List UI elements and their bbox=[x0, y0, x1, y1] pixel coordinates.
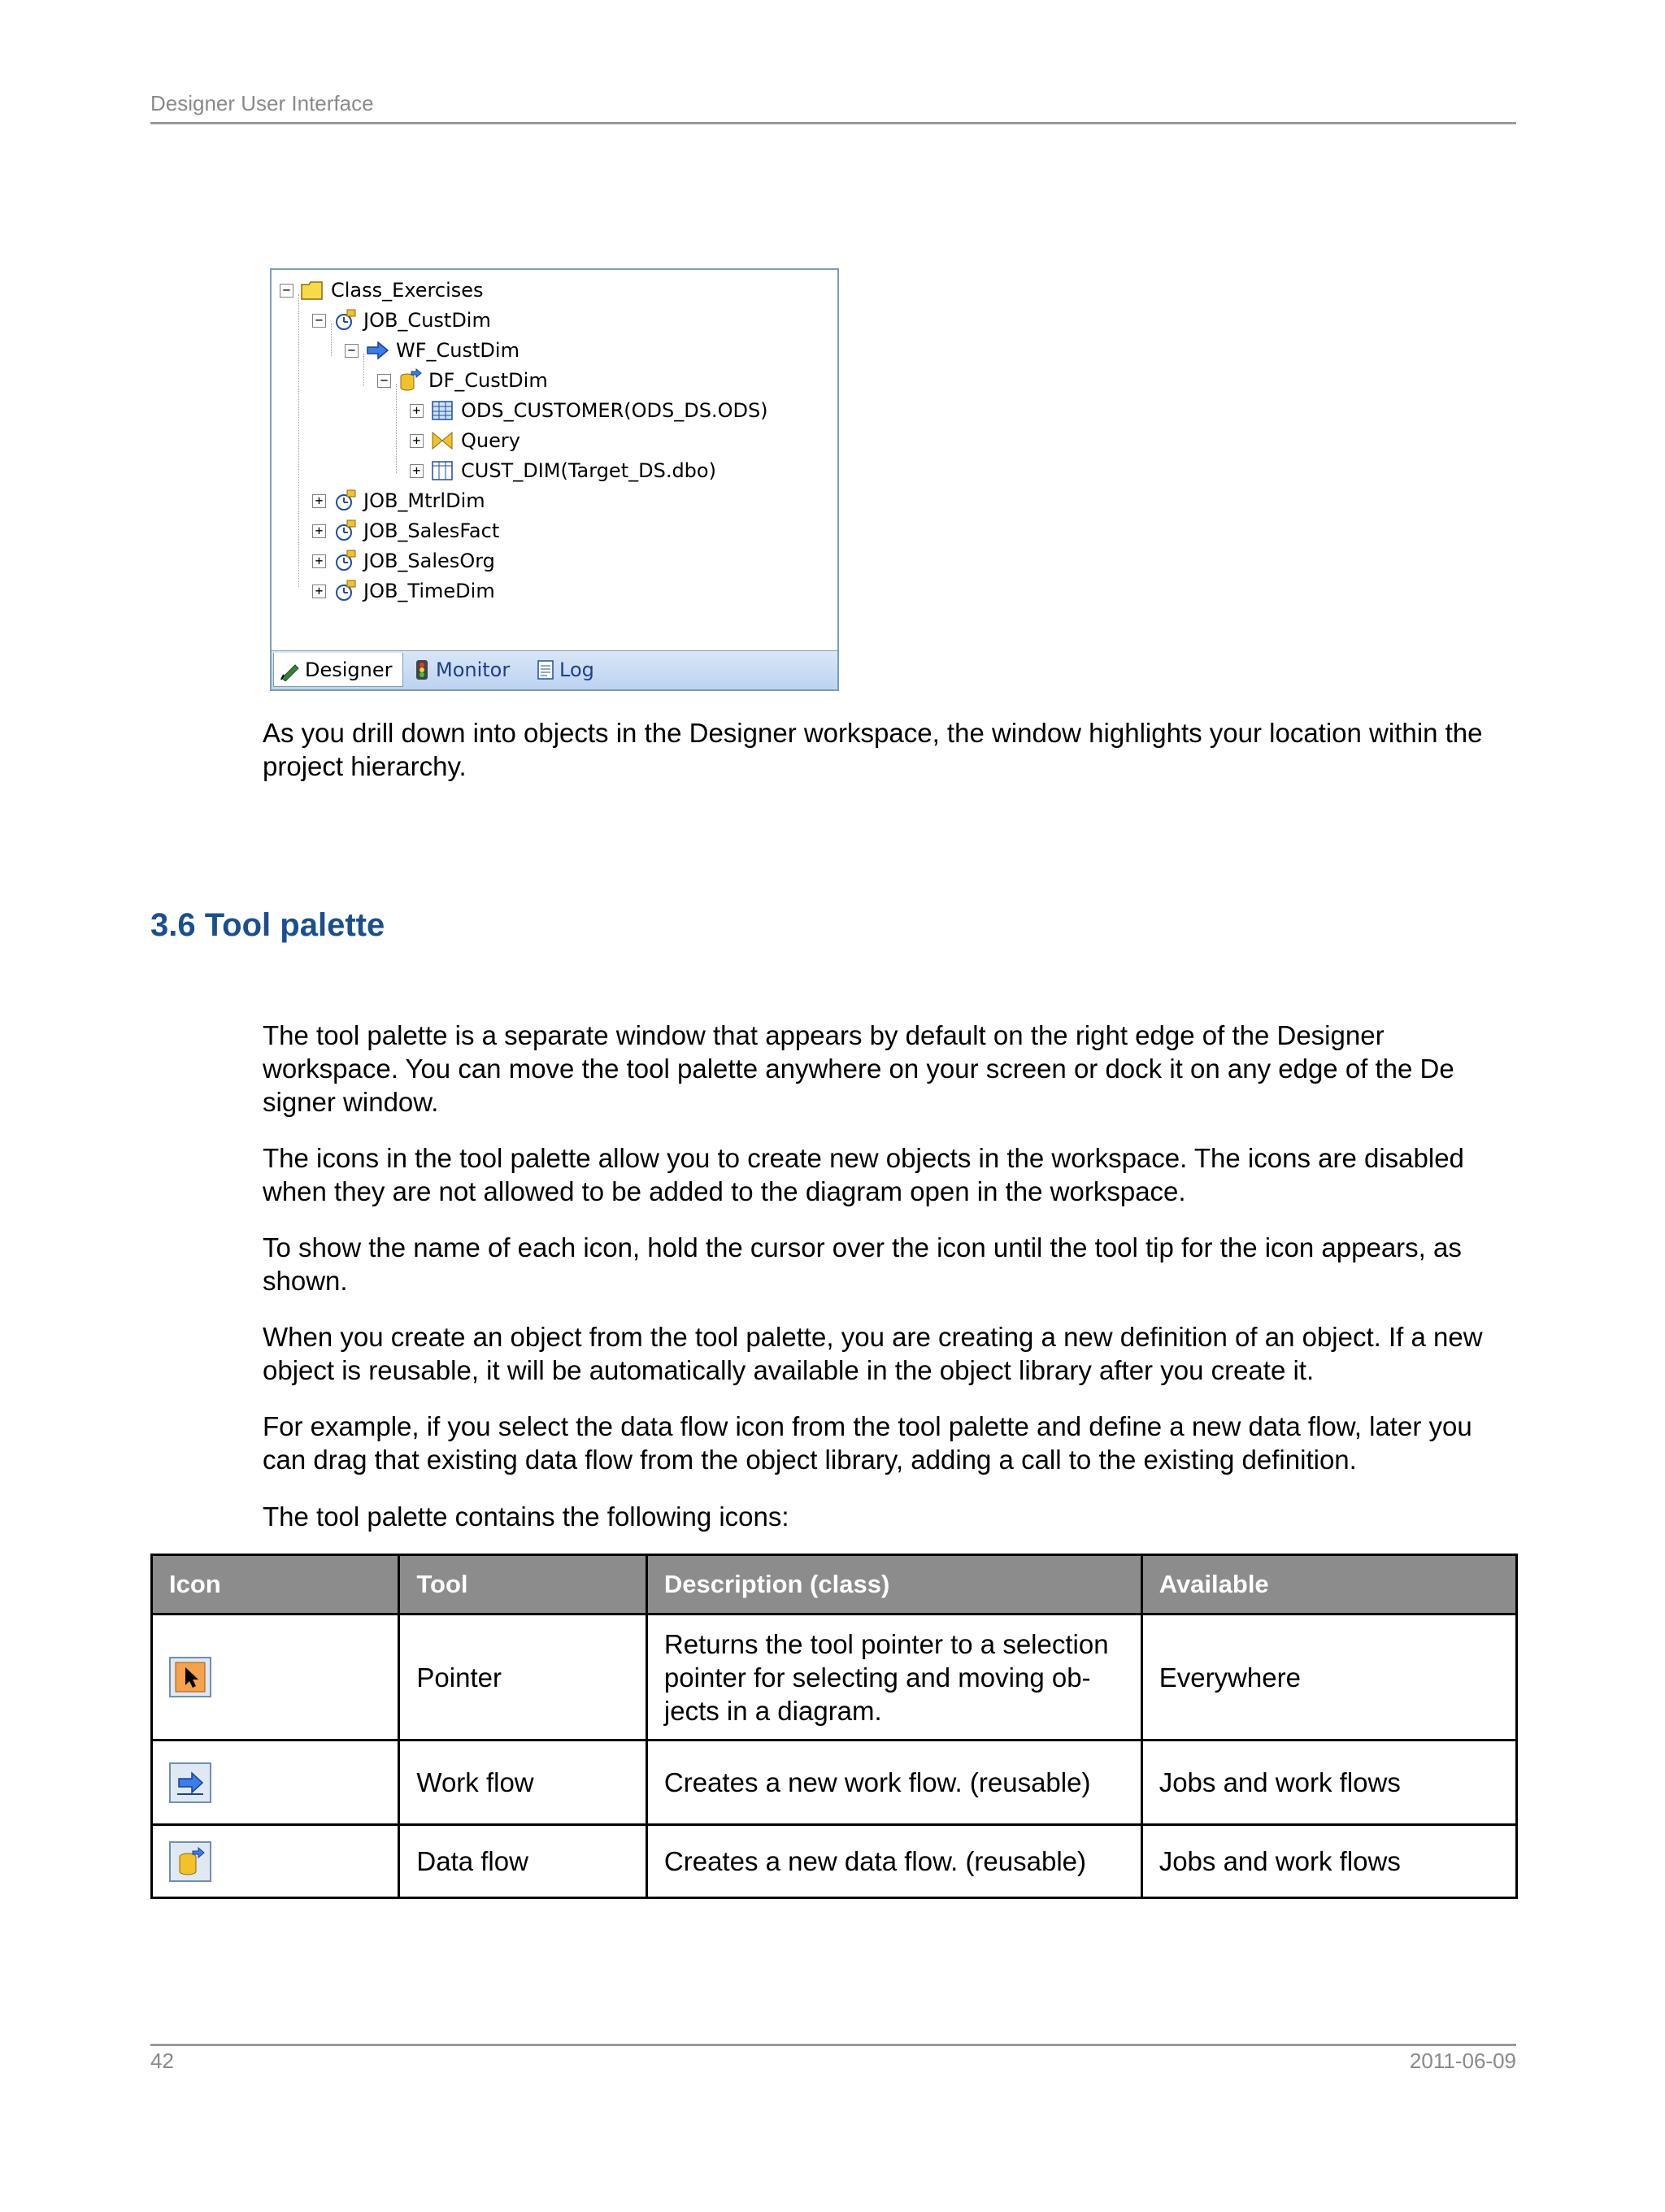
expand-toggle[interactable]: + bbox=[312, 554, 326, 568]
tree-item-label: JOB_SalesFact bbox=[363, 519, 500, 542]
dataflow-icon bbox=[169, 1841, 211, 1882]
target-table-icon bbox=[430, 458, 454, 483]
tree-item-label: JOB_TimeDim bbox=[363, 580, 495, 602]
tree-item-class-exercises[interactable] bbox=[280, 276, 484, 304]
available-cell: Everywhere bbox=[1141, 1614, 1516, 1740]
description-cell: Returns the tool pointer to a selection pointer for selecting and moving ob- jects in a diagram. bbox=[646, 1614, 1141, 1740]
dataflow-icon bbox=[398, 368, 422, 393]
tree-item-label: JOB_CustDim bbox=[363, 309, 491, 332]
table-row bbox=[152, 1825, 1517, 1898]
paragraph: The icons in the tool palette allow you to create new objects in the workspace. The icons are disabled when they are not allowed to be added to the diagram open in the workspace. bbox=[263, 1143, 1464, 1206]
tree-item-label: DF_CustDim bbox=[428, 369, 548, 392]
icon-cell bbox=[152, 1825, 399, 1898]
expand-toggle[interactable]: + bbox=[312, 524, 326, 538]
expand-toggle[interactable]: + bbox=[312, 585, 326, 598]
tool-cell: Data flow bbox=[399, 1825, 647, 1898]
project-tree-screenshot bbox=[270, 268, 839, 691]
collapse-toggle[interactable]: − bbox=[377, 374, 391, 388]
paragraph: For example, if you select the data flow icon from the tool palette and define a new data flow, later you can drag that existing data flow from the object library, adding a call to the existing definition. bbox=[263, 1411, 1472, 1475]
job-icon bbox=[333, 579, 357, 603]
tab-label: Designer bbox=[305, 658, 393, 681]
column-header-available: Available bbox=[1141, 1555, 1516, 1614]
job-icon bbox=[333, 519, 357, 543]
table-row bbox=[152, 1614, 1517, 1740]
expand-toggle[interactable]: + bbox=[312, 494, 326, 508]
tree-item-label: ODS_CUSTOMER(ODS_DS.ODS) bbox=[461, 399, 768, 422]
query-icon bbox=[430, 428, 454, 453]
monitor-tab-icon bbox=[411, 658, 433, 681]
page-number: 42 bbox=[150, 2049, 174, 2073]
collapse-toggle[interactable]: − bbox=[280, 284, 293, 298]
designer-tab-icon bbox=[279, 658, 302, 681]
tree-tab-bar bbox=[272, 650, 837, 689]
job-icon bbox=[333, 549, 357, 573]
tree-item-job[interactable] bbox=[312, 487, 485, 515]
tree-guide-line bbox=[298, 294, 299, 587]
tree-item-job[interactable] bbox=[312, 547, 495, 575]
collapse-toggle[interactable]: − bbox=[345, 344, 359, 358]
expand-toggle[interactable]: + bbox=[410, 404, 424, 418]
table-header-row bbox=[152, 1555, 1517, 1614]
column-header-icon: Icon bbox=[152, 1555, 399, 1614]
paragraph: The tool palette contains the following icons: bbox=[263, 1501, 789, 1532]
tree-item-job[interactable] bbox=[312, 306, 491, 334]
pointer-icon bbox=[169, 1657, 211, 1697]
tree-item-job[interactable] bbox=[312, 517, 499, 545]
tree-item-label: Query bbox=[461, 429, 520, 452]
expand-toggle[interactable]: + bbox=[410, 464, 424, 478]
job-icon bbox=[333, 308, 357, 332]
tree-item-label: JOB_SalesOrg bbox=[363, 550, 495, 572]
tree-item-label: CUST_DIM(Target_DS.dbo) bbox=[461, 459, 716, 482]
log-tab-icon bbox=[535, 658, 556, 681]
column-header-description: Description (class) bbox=[646, 1555, 1141, 1614]
header-rule bbox=[150, 122, 1516, 124]
tab-log[interactable] bbox=[530, 653, 611, 687]
folder-icon bbox=[300, 278, 324, 302]
paragraph: When you create an object from the tool palette, you are creating a new definition of an object. If a new object is reusable, it will be automatically available in the object library after you create it. bbox=[263, 1322, 1483, 1385]
workflow-icon bbox=[365, 338, 389, 363]
section-title: 3.6 Tool palette bbox=[150, 907, 385, 943]
tab-designer[interactable] bbox=[273, 653, 403, 687]
job-icon bbox=[333, 489, 357, 513]
tab-monitor[interactable] bbox=[406, 653, 525, 687]
workflow-icon bbox=[169, 1762, 211, 1803]
running-header: Designer User Interface bbox=[150, 91, 374, 115]
tab-label: Log bbox=[559, 658, 594, 681]
collapse-toggle[interactable]: − bbox=[312, 314, 326, 328]
paragraph: To show the name of each icon, hold the cursor over the icon until the tool tip for the icon appears, as shown. bbox=[263, 1232, 1462, 1296]
tool-palette-table bbox=[150, 1554, 1518, 1899]
paragraph: The tool palette is a separate window that appears by default on the right edge of the Designer workspace. You can move the tool palette anywhere on your screen or dock it on any edge of the De signer window. bbox=[263, 1020, 1454, 1117]
expand-toggle[interactable]: + bbox=[410, 434, 424, 448]
tree-item-query[interactable] bbox=[410, 427, 520, 454]
tree-item-job[interactable] bbox=[312, 577, 495, 605]
tree-item-label: WF_CustDim bbox=[396, 339, 519, 362]
icon-cell bbox=[152, 1614, 399, 1740]
source-table-icon bbox=[430, 398, 454, 423]
tool-cell: Pointer bbox=[399, 1614, 647, 1740]
table-row bbox=[152, 1740, 1517, 1825]
description-cell: Creates a new work flow. (reusable) bbox=[646, 1740, 1141, 1825]
publication-date: 2011-06-09 bbox=[1409, 2049, 1516, 2073]
tree-item-label: JOB_MtrlDim bbox=[363, 489, 485, 512]
available-cell: Jobs and work flows bbox=[1141, 1825, 1516, 1898]
tree-item-label: Class_Exercises bbox=[331, 279, 484, 302]
tree-item-dataflow[interactable] bbox=[377, 367, 548, 394]
tree-item-workflow[interactable] bbox=[345, 337, 519, 364]
footer-rule bbox=[150, 2044, 1516, 2046]
tool-cell: Work flow bbox=[399, 1740, 647, 1825]
tab-label: Monitor bbox=[436, 658, 511, 681]
icon-cell bbox=[152, 1740, 399, 1825]
figure-caption: As you drill down into objects in the Designer workspace, the window highlights your location within the project hierarchy. bbox=[263, 718, 1483, 781]
description-cell: Creates a new data flow. (reusable) bbox=[646, 1825, 1141, 1898]
tree-item-target-table[interactable] bbox=[410, 457, 716, 485]
tree-guide-line bbox=[396, 384, 397, 473]
available-cell: Jobs and work flows bbox=[1141, 1740, 1516, 1825]
column-header-tool: Tool bbox=[399, 1555, 647, 1614]
tree-item-source-table[interactable] bbox=[410, 397, 768, 424]
